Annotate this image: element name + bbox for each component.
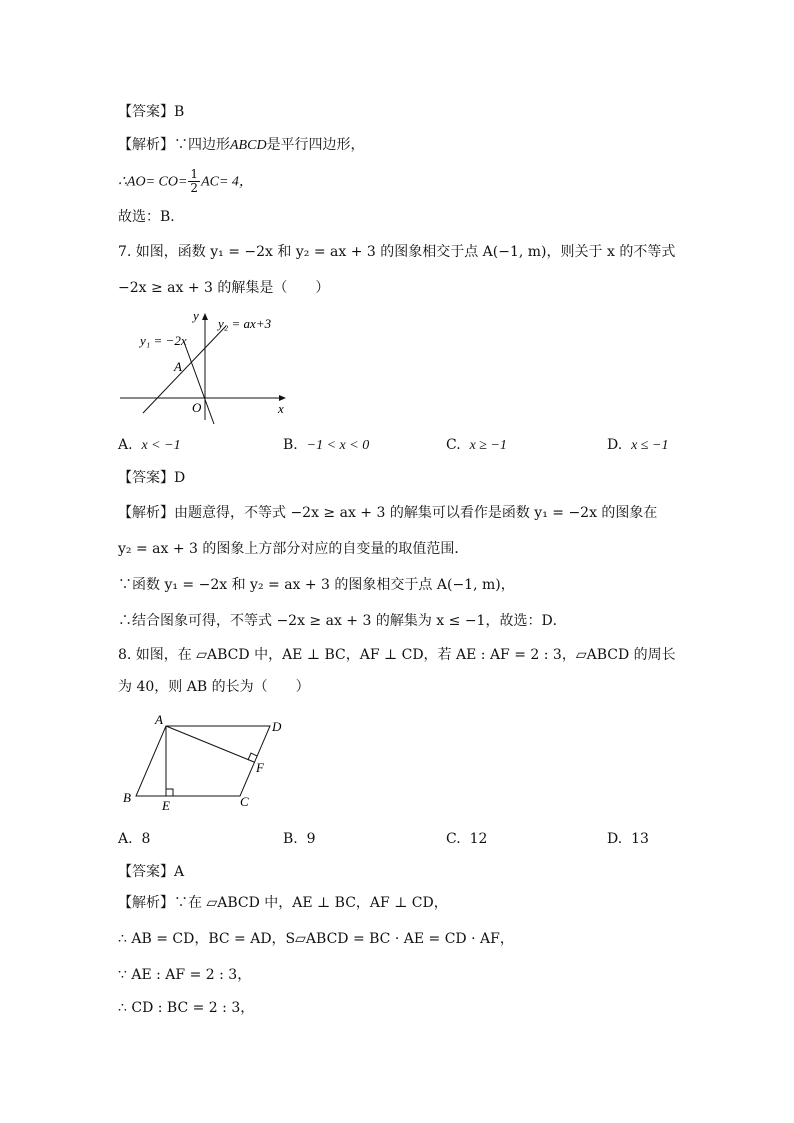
- q7-analysis-line2: y₂ = ax + 3 的图象上方部分对应的自变量的取值范围．: [118, 541, 469, 557]
- q7-stem-line1: 7. 如图，函数 y₁ = −2x 和 y₂ = ax + 3 的图象相交于点 A(−1, m)，则关于 x 的不等式: [118, 244, 676, 260]
- q8-option-c[interactable]: C. 12: [446, 831, 488, 847]
- q6-answer: 【答案】B: [118, 104, 185, 120]
- q7-label-y1: y₁ = −2x: [140, 333, 187, 348]
- q7-analysis-line1: 【解析】由题意得，不等式 −2x ≥ ax + 3 的解集可以看作是函数 y₁ = −2x 的图象在: [118, 505, 658, 521]
- q6-analysis-line1: 【解析】∵四边形ABCD是平行四边形，: [118, 137, 365, 153]
- q8-segment-AF: [166, 726, 254, 762]
- q7-label-A: A: [174, 359, 182, 374]
- q7-label-y2: y₂ = ax+3: [218, 316, 272, 331]
- q7-option-d[interactable]: D. x ≤ −1: [607, 437, 669, 453]
- q8-option-b[interactable]: B. 9: [283, 831, 316, 847]
- q7-label-O: O: [192, 400, 202, 415]
- q6-analysis-line2: ∴AO= CO= $\frac{1}{2}$ AC= 4，: [118, 167, 253, 195]
- q7-answer: 【答案】D: [118, 470, 186, 486]
- q8-parallelogram: [136, 726, 270, 796]
- q7-option-b[interactable]: B. −1 < x < 0: [283, 437, 370, 453]
- fraction-one-half: $\frac{1}{2}$: [190, 167, 199, 195]
- q8-right-angle-E: [166, 789, 173, 796]
- q8-analysis-line2: ∴ AB = CD，BC = AD，S▱ABCD = BC · AE = CD · AF，: [118, 931, 514, 947]
- q7-label-x: x: [278, 401, 284, 416]
- q8-analysis-line4: ∴ CD : BC = 2 : 3，: [118, 1000, 255, 1016]
- q6-conclusion: 故选：B．: [118, 209, 185, 225]
- q7-stem-line2: −2x ≥ ax + 3 的解集是（ ）: [118, 280, 330, 296]
- q8-stem-line2: 为 40，则 AB 的长为（ ）: [118, 679, 310, 695]
- q8-option-d[interactable]: D. 13: [607, 831, 649, 847]
- q8-stem-line1: 8. 如图，在 ▱ABCD 中，AE ⊥ BC，AF ⊥ CD，若 AE : AF = 2 : 3，▱ABCD 的周长: [118, 647, 676, 663]
- q8-label-D: D: [272, 719, 282, 734]
- q8-option-a[interactable]: A. 8: [118, 831, 151, 847]
- q8-label-E: E: [162, 798, 170, 813]
- q8-answer: 【答案】A: [118, 864, 185, 880]
- analysis-label: 【解析】: [118, 137, 174, 153]
- q7-analysis-line3: ∵函数 y₁ = −2x 和 y₂ = ax + 3 的图象相交于点 A(−1, m)，: [118, 577, 515, 593]
- q8-label-A: A: [155, 712, 163, 727]
- q8-analysis-line3: ∵ AE : AF = 2 : 3，: [118, 967, 252, 983]
- q8-label-F: F: [256, 760, 264, 775]
- q8-analysis-line1: 【解析】∵在 ▱ABCD 中，AE ⊥ BC，AF ⊥ CD，: [118, 895, 448, 911]
- q8-label-C: C: [240, 794, 249, 809]
- q7-option-c[interactable]: C. x ≥ −1: [446, 437, 507, 453]
- q7-label-y: y: [193, 308, 199, 323]
- q7-option-a[interactable]: A. x < −1: [118, 437, 181, 453]
- q7-analysis-line4: ∴结合图象可得，不等式 −2x ≥ ax + 3 的解集为 x ≤ −1，故选：D．: [118, 613, 567, 629]
- q8-label-B: B: [123, 790, 131, 805]
